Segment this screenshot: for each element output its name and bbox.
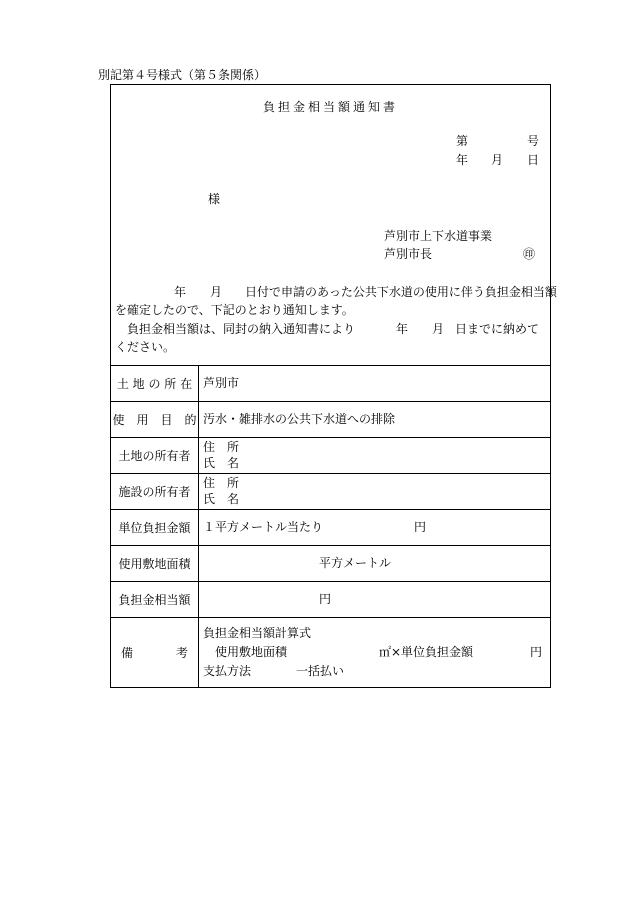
- issuer-title: 芦別市長: [384, 247, 433, 261]
- body-text-line1: 日付で申請のあった公共下水道の使用に伴う負担金相当額: [245, 285, 557, 299]
- yen-unit: 円: [319, 592, 332, 606]
- date-day: 日: [527, 153, 540, 167]
- body-text-line4: ください。: [115, 340, 176, 354]
- table-row-label: 使 用 目 的: [112, 412, 197, 427]
- calculation-m2-unit-charge: ㎡×単位負担金額: [379, 645, 474, 659]
- payment-method-label: 支払方法: [203, 664, 252, 678]
- unit-charge-value: [203, 509, 544, 545]
- table-cell-value: 汚水・雑排水の公共下水道への排除: [203, 412, 396, 426]
- land-location-value: [203, 365, 544, 401]
- notice-form: [110, 84, 557, 688]
- table-row-label: 負担金相当額: [118, 592, 191, 607]
- payment-due-year: 年: [396, 322, 409, 336]
- body-month: 月: [210, 285, 223, 299]
- column-divider: [198, 365, 199, 687]
- calculation-yen: 円: [530, 645, 543, 659]
- payment-method-value: 一括払い: [296, 664, 345, 678]
- area-value: [203, 545, 544, 581]
- address-label: 住 所: [203, 476, 240, 490]
- table-row-label: 土 地 の 所 在: [116, 376, 193, 391]
- form-caption: 別記第４号様式（第５条関係）: [98, 68, 267, 82]
- table-cell-value: 芦別市: [203, 376, 240, 390]
- table-row-label: 使用敷地面積: [118, 556, 191, 571]
- unit-charge-basis: １平方メートル当たり: [203, 520, 324, 534]
- name-label: 氏 名: [203, 456, 240, 470]
- seal-mark: ㊞: [523, 247, 536, 261]
- body-text-line3: 負担金相当額は、同封の納入通知書により: [127, 322, 356, 336]
- calculation-area: 使用敷地面積: [215, 645, 288, 659]
- number-suffix: 号: [527, 134, 540, 148]
- facility-owner-value: [203, 473, 544, 509]
- table-row-label: 土地の所有者: [118, 448, 191, 463]
- charge-amount-value: [203, 581, 544, 617]
- remarks-label-left: 備: [121, 645, 134, 660]
- document-title: 負担金相当額通知書: [262, 100, 398, 114]
- body-year: 年: [174, 285, 187, 299]
- addressee-suffix: 様: [208, 192, 221, 206]
- name-label: 氏 名: [203, 492, 240, 506]
- date-month: 月: [491, 153, 504, 167]
- payment-due-rest: 日までに納めて: [455, 322, 540, 336]
- yen-unit: 円: [414, 520, 427, 534]
- purpose-value: [203, 401, 544, 437]
- number-prefix: 第: [456, 134, 469, 148]
- remarks-label: [111, 617, 198, 687]
- remarks-label-right: 考: [175, 645, 188, 660]
- table-row-label: 単位負担金額: [118, 520, 191, 535]
- date-year: 年: [456, 153, 469, 167]
- body-text-line2: を確定したので、下記のとおり通知します。: [115, 303, 354, 317]
- remarks-value: [203, 617, 544, 687]
- payment-due-month: 月: [432, 322, 445, 336]
- calculation-title: 負担金相当額計算式: [203, 626, 312, 640]
- table-row-label: 施設の所有者: [118, 484, 191, 499]
- square-meter-unit: 平方メートル: [319, 556, 392, 570]
- land-owner-value: [203, 437, 544, 473]
- issuer-organization: 芦別市上下水道事業: [384, 229, 493, 243]
- address-label: 住 所: [203, 440, 240, 454]
